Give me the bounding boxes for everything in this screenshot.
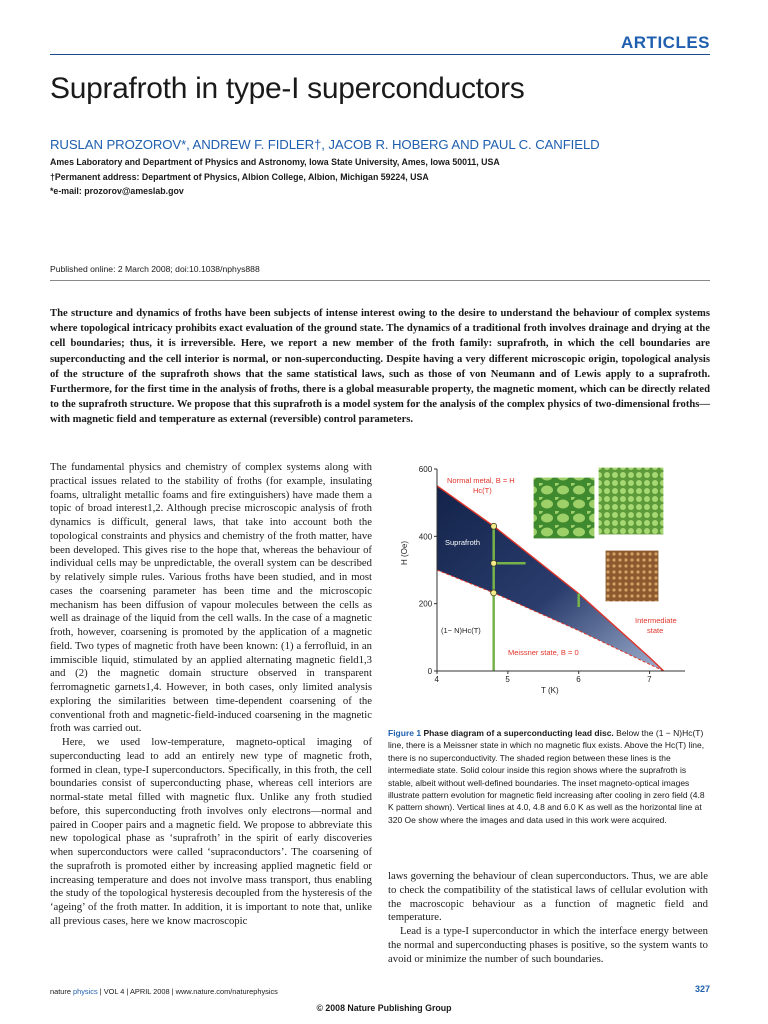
footer-volume: | VOL 4 | APRIL 2008 | www.nature.com/naturephysics bbox=[97, 987, 278, 996]
section-label: ARTICLES bbox=[621, 33, 710, 52]
caption-label: Figure 1 bbox=[388, 728, 422, 738]
abstract-rule bbox=[50, 280, 710, 281]
affiliation-primary: Ames Laboratory and Department of Physics and Astronomy, Iowa State University, Ames, Iowa 50011, USA bbox=[50, 157, 500, 167]
phase-diagram-figure bbox=[395, 455, 715, 710]
label-normal-metal: Normal metal, B = H bbox=[447, 476, 515, 485]
footer-journal-physics: physics bbox=[73, 987, 98, 996]
footer-journal-nature: nature bbox=[50, 987, 74, 996]
caption-title: Phase diagram of a superconducting lead disc. bbox=[423, 728, 614, 738]
x-tick-label: 6 bbox=[576, 675, 581, 684]
data-marker bbox=[491, 590, 497, 596]
caption-text: Below the (1 − N)Hc(T) line, there is a Meissner state in which no magnetic flux exists. Above the Hc(T) line, there is no superconductivity. The shaded region between these lines is the intermediate state. Solid colour inside this region shows where the suprafroth is stable, albeit without well-defined boundaries. The inset magneto-optical images illustrate pattern evolution for magnetic field increasing after cooling in zero field (4.8 K pattern shown). Vertical lines at 4.0, 4.8 and 6.0 K as well as the horizontal line at 320 Oe show where the images and data used in this work were acquired. bbox=[388, 728, 705, 825]
y-tick-label: 600 bbox=[418, 465, 433, 474]
figure-caption bbox=[388, 727, 710, 826]
corresponding-email[interactable]: *e-mail: prozorov@ameslab.gov bbox=[50, 186, 184, 196]
label-meissner: Meissner state, B = 0 bbox=[508, 648, 579, 657]
body-column-right bbox=[388, 870, 708, 966]
footer-journal-info bbox=[50, 987, 278, 996]
inset-image-high-field bbox=[605, 550, 659, 602]
data-marker bbox=[491, 560, 497, 566]
y-axis-label: H (Oe) bbox=[400, 541, 409, 565]
abstract: The structure and dynamics of froths have been subjects of intense interest owing to the desire to understand the behaviour of complex systems where topological intricacy prohibits exact evaluation of the ground state. The dynamics of a traditional froth involves drainage and drying at the cell boundaries; thus, it is irreversible. Here, we report a new member of the froth family: suprafroth, in which the cell boundaries are superconducting and the cell interior is normal, or non-superconducting. Despite having a very different microscopic origin, topological analysis of the structure of the suprafroth shows that the same statistical laws, such as those of von Neumann and of Lewis apply to a suprafroth. Furthermore, for the first time in the analysis of froths, there is a global measurable property, the magnetic moment, which can be directly related to the suprafroth structure. We propose that this suprafroth is a model system for the analysis of the complex physics of two-dimensional froths—with magnetic field and temperature as external (reversible) control parameters. bbox=[50, 308, 710, 426]
plot-area bbox=[400, 465, 685, 695]
paragraph: laws governing the behaviour of clean superconductors. Thus, we are able to check the compatibility of the statistical laws of cellular evolution with the macroscopic behaviour as a function of magnetic field and temperature. bbox=[388, 870, 708, 924]
publication-info: Published online: 2 March 2008; doi:10.1038/nphys888 bbox=[50, 264, 260, 274]
paragraph: Lead is a type-I superconductor in which the interface energy between the normal and superconducting phases is positive, so the system wants to avoid or minimize the number of such boundaries. bbox=[388, 925, 708, 965]
x-tick-label: 7 bbox=[647, 675, 652, 684]
affiliation-permanent: †Permanent address: Department of Physics, Albion College, Albion, Michigan 59224, USA bbox=[50, 172, 429, 182]
label-intermediate-state: state bbox=[647, 626, 664, 635]
article-title: Suprafroth in type-I superconductors bbox=[50, 72, 525, 105]
inset-image-mid-field bbox=[598, 467, 664, 535]
paragraph: The fundamental physics and chemistry of complex systems along with practical issues related to the stability of froths (for example, insulating foams, ultralight metallic foams and fire extinguishers) have made them a topic of broad interest1,2. Although precise microscopic analysis of froth dynamics is difficult, general laws, that take into account both the topological constraints and physics and chemistry of the froth matter, have been developed. This gives rise to the hope that, whereas the behaviour of individual cells may be unpredictable, the overall system can be described by relatively simple rules. Various froths have been studied, and in most cases the coarsening parameter has been time and the microscopic mechanism has been diffusion of vapour molecules between the cells as well as drainage of the liquid from the cell walls. In the case of a magnetic froth, however, coarsening is promoted by the application of a magnetic field. Two types of magnetic froth have been known: (1) a ferrofluid, in an immiscible liquid, stimulated by an applied alternating magnetic field1,3 and (2) the magnetic domain structure observed in transparent ferromagnetic garnets1,4. However, in both cases, only limited analysis exploring the similarities between time-dependent coarsening of the conventional froth and magnetic-field-induced coarsening in the magnetic froth was carried out. bbox=[50, 461, 372, 735]
label-lower-critical: (1− N)Hc(T) bbox=[441, 626, 481, 635]
inset-image-low-field bbox=[533, 477, 595, 539]
y-tick-label: 200 bbox=[418, 599, 433, 609]
label-suprafroth: Suprafroth bbox=[445, 538, 481, 547]
label-hc: Hc(T) bbox=[473, 486, 492, 495]
author-list: RUSLAN PROZOROV*, ANDREW F. FIDLER†, JACOB R. HOBERG AND PAUL C. CANFIELD bbox=[50, 137, 600, 152]
x-axis-label: T (K) bbox=[541, 686, 559, 695]
y-tick-label: 0 bbox=[427, 667, 433, 676]
page-number: 327 bbox=[694, 984, 710, 994]
header-rule bbox=[50, 54, 710, 55]
label-intermediate: Intermediate bbox=[635, 616, 677, 625]
data-marker bbox=[491, 523, 497, 529]
x-tick-label: 5 bbox=[505, 675, 510, 684]
paragraph: Here, we used low-temperature, magneto-optical imaging of superconducting lead to add an entirely new type of magnetic froth, formed in clean, type-I superconductors. Specifically, in this froth, the cell boundaries consist of superconducting phase, whereas cell interiors are normal-state metal filled with magnetic flux. Unlike any froth studied before, this superconducting froth involves only electrons—normal and paired in Cooper pairs and a magnetic field. We propose to abbreviate this new topological phase as ‘suprafroth’ in the spirit of early discoveries when superconductors were called ‘supraconductors’. The coarsening of the suprafroth is promoted either by increasing applied magnetic field or increasing temperature and does not involve mass transport, thus enabling the study of the topological hysteresis decoupled from the hysteresis of the ‘ageing’ of the froth matter. In addition, it is important to note that, unlike all previous cases, here we know macroscopic bbox=[50, 736, 372, 927]
body-column-left bbox=[50, 461, 372, 929]
copyright-notice: © 2008 Nature Publishing Group bbox=[316, 1003, 452, 1013]
x-tick-label: 4 bbox=[434, 675, 439, 684]
y-tick-label: 400 bbox=[418, 532, 433, 542]
